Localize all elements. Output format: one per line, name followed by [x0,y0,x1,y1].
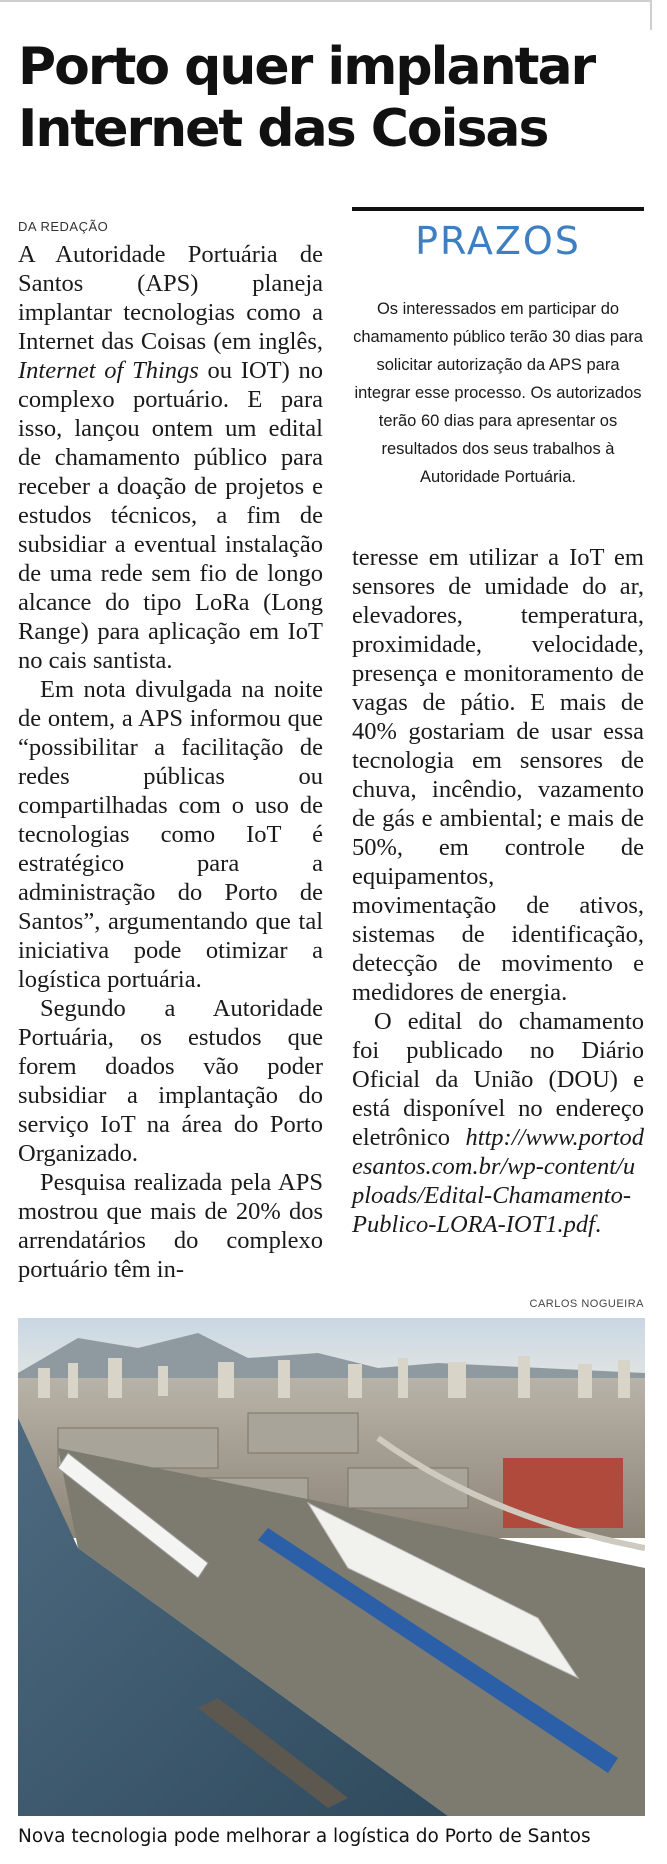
paragraph-5: teresse em utilizar a IoT em sensores de umidade do ar, elevadores, temperatura, proximidade, velocidade, presença e monitoramento de vagas de pátio. E mais de 40% gostariam de usar essa tecnologia em sensores de chuva, incêndio, vazamento de gás e ambiental; e mais de 50%, em controle de equipamentos, movimentação de ativos, sistemas de identificação, detecção de movimento e medidores de energia. [352,544,644,1006]
port-aerial-photo [18,1318,645,1816]
top-divider [0,0,652,2]
headline-line-2: Internet das Coisas [18,99,548,159]
sidebar-box-text: Os interessados em participar do chamamento público terão 30 dias para solicitar autorização da APS para integrar esse processo. Os autorizados terão 60 dias para apresentar os resultados dos seus trabalhos à Autoridade Portuária. [353,300,643,486]
photo-caption: Nova tecnologia pode melhorar a logística do Porto de Santos [18,1826,591,1847]
column-divider [650,0,652,30]
edital-url-link[interactable]: http://www.portodesantos.com.br/wp-content/uploads/Edital-Chamamento-Publico-LORA-IOT1.pdf [352,1124,644,1238]
paragraph-1-text-a: A Autoridade Portuária de Santos (APS) planeja implantar tecnologias como a Internet das Coisas (em inglês, [18,241,323,355]
article-column-1 [18,240,323,1284]
paragraph-3: Segundo a Autoridade Portuária, os estudos que forem doados vão poder subsidiar a implantação do serviço IoT na área do Porto Organizado. [18,995,323,1167]
paragraph-6-end: . [594,1211,602,1238]
photo-credit: CARLOS NOGUEIRA [529,1298,644,1310]
red-building [503,1458,623,1528]
sidebar-box-title: PRAZOS [415,219,581,263]
paragraph-1-emphasis: Internet of Things [18,357,199,384]
paragraph-1-text-b: ou IOT) no complexo portuário. E para isso, lançou ontem um edital de chamamento público para receber a doação de projetos e estudos técnicos, a fim de subsidiar a eventual instalação de uma rede sem fio de longo alcance do tipo LoRa (Long Range) para aplicação em IoT no cais santista. [18,357,323,674]
paragraph-2: Em nota divulgada na noite de ontem, a APS informou que “possibilitar a facilitação de redes públicas ou compartilhadas com o uso de tecnologias como IoT é estratégico para a administração do Porto de Santos”, argumentando que tal iniciativa pode otimizar a logística portuária. [18,676,323,993]
byline: DA REDAÇÃO [18,219,109,234]
sidebar-box-rule [352,207,644,211]
paragraph-4: Pesquisa realizada pela APS mostrou que mais de 20% dos arrendatários do complexo portuário têm in- [18,1169,323,1283]
article-column-2 [352,543,644,1239]
headline-line-1: Porto quer implantar [18,37,595,97]
headline [18,36,638,160]
paragraph-6-text: O edital do chamamento foi publicado no Diário Oficial da União (DOU) e está disponível no endereço eletrônico [352,1008,644,1151]
paragraph-6 [352,1007,644,1239]
paragraph-1 [18,240,323,675]
